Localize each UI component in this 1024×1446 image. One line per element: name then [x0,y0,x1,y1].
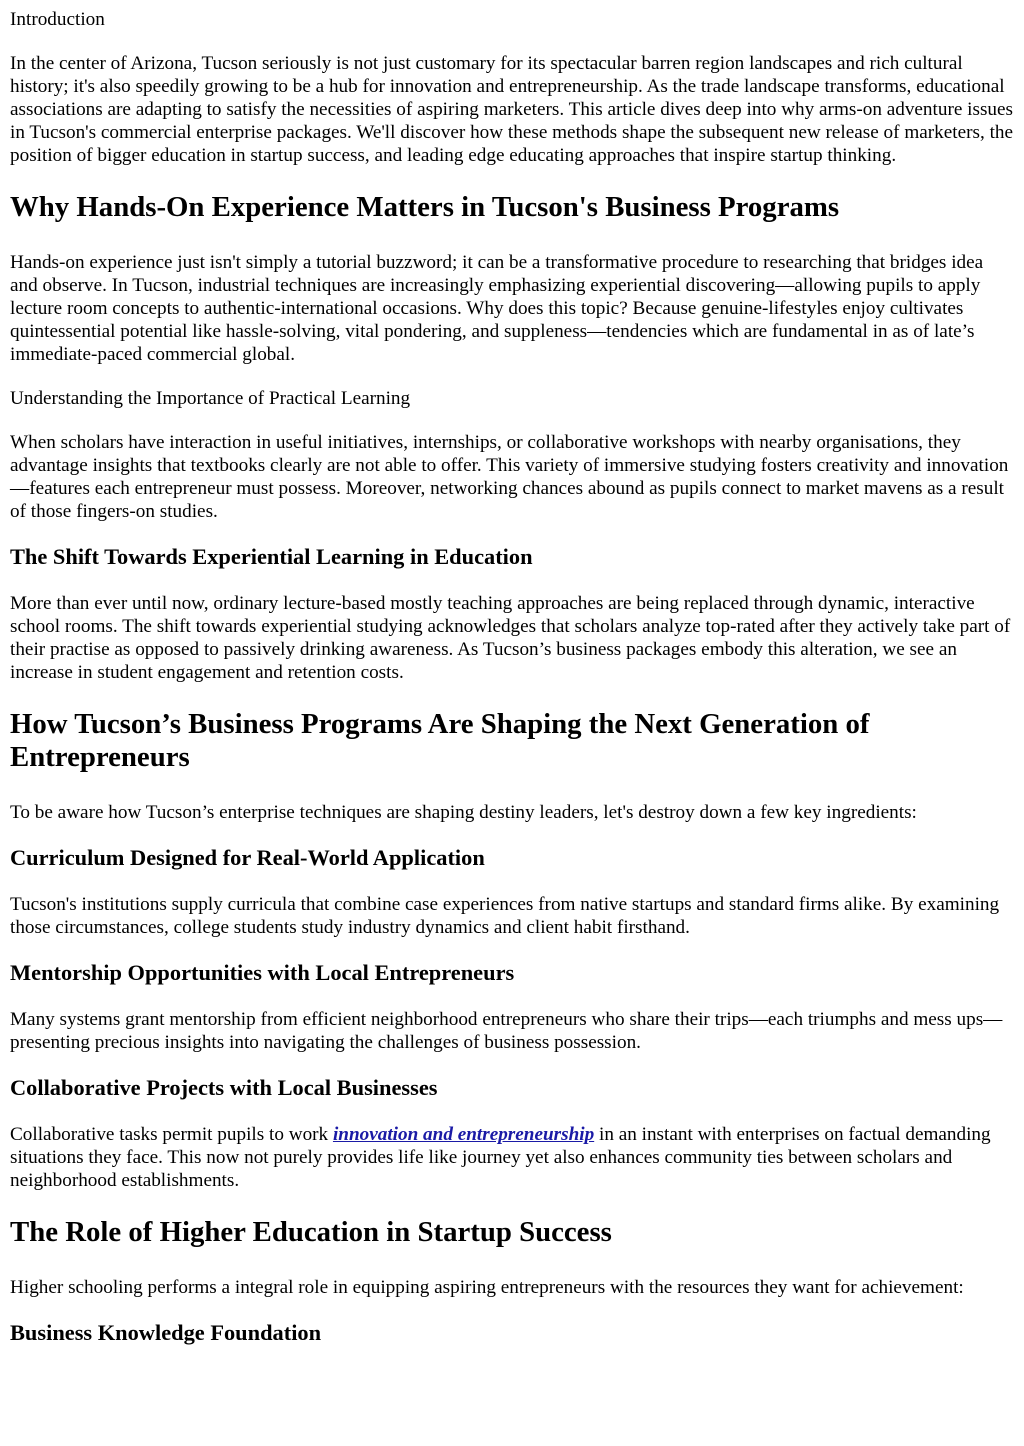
collaborative-projects-paragraph [10,1123,1014,1192]
practical-learning-paragraph: When scholars have interaction in useful initiatives, internships, or collaborative workshops with nearby organisations, they advantage insights that textbooks clearly are not able to offer. This variety of immersive studying fosters creativity and innovation—features each entrepreneur must possess. Moreover, networking chances abound as pupils connect to market mavens as a result of those fingers-on studies. [10,432,1009,522]
section-heading-hands-on: Why Hands-On Experience Matters in Tucson's Business Programs [10,191,840,223]
practical-learning-label: Understanding the Importance of Practical Learning [10,388,411,409]
subheading-business-knowledge: Business Knowledge Foundation [10,1320,322,1345]
next-generation-paragraph: To be aware how Tucson’s enterprise techniques are shaping destiny leaders, let's destroy down a few key ingredients: [10,802,917,823]
hands-on-paragraph: Hands-on experience just isn't simply a tutorial buzzword; it can be a transformative procedure to researching that bridges idea and observe. In Tucson, industrial techniques are increasingly emphasizing experiential discovering—allowing pupils to apply lecture room concepts to authentic-international occasions. Why does this topic? Because genuine-lifestyles enjoy cultivates quintessential potential like hassle-solving, vital pondering, and suppleness—tendencies which are fundamental in as of late’s immediate-paced commercial global. [10,252,984,365]
higher-education-paragraph: Higher schooling performs a integral role in equipping aspiring entrepreneurs with the resources they want for achievement: [10,1277,964,1298]
collab-text-after: in an instant with enterprises on factual demanding situations they face. This now not purely provides life like journey yet also enhances community ties between scholars and neighborhood establishments. [10,1124,991,1191]
intro-label: Introduction [10,9,105,30]
section-heading-next-generation: How Tucson’s Business Programs Are Shaping the Next Generation of Entrepreneurs [10,708,870,773]
innovation-link[interactable]: innovation and entrepreneurship [332,1124,595,1145]
mentorship-paragraph: Many systems grant mentorship from efficient neighborhood entrepreneurs who share their trips—each triumphs and mess ups—presenting precious insights into navigating the challenges of business possession. [10,1009,1003,1053]
subheading-experiential-shift: The Shift Towards Experiential Learning in Education [10,544,533,569]
curriculum-paragraph: Tucson's institutions supply curricula that combine case experiences from native startups and standard firms alike. By examining those circumstances, college students study industry dynamics and client habit firsthand. [10,894,1000,938]
experiential-shift-paragraph: More than ever until now, ordinary lecture-based mostly teaching approaches are being replaced through dynamic, interactive school rooms. The shift towards experiential studying acknowledges that scholars analyze top-rated after they actively take part of their practise as opposed to passively drinking awareness. As Tucson’s business packages embody this alteration, we see an increase in student engagement and retention costs. [10,593,1011,683]
section-heading-higher-education: The Role of Higher Education in Startup Success [10,1216,612,1248]
intro-paragraph: In the center of Arizona, Tucson seriously is not just customary for its spectacular barren region landscapes and rich cultural history; it's also speedily growing to be a hub for innovation and entrepreneurship. As the trade landscape transforms, educational associations are adapting to satisfy the necessities of aspiring marketers. This article dives deep into why arms-on adventure issues in Tucson's commercial enterprise packages. We'll discover how these methods shape the subsequent new release of marketers, the position of bigger education in startup success, and leading edge educating approaches that inspire startup thinking. [10,53,1014,166]
subheading-collaborative-projects: Collaborative Projects with Local Businesses [10,1075,438,1100]
collab-text-before: Collaborative tasks permit pupils to work [10,1124,333,1145]
subheading-curriculum: Curriculum Designed for Real-World Application [10,845,485,870]
subheading-mentorship: Mentorship Opportunities with Local Entrepreneurs [10,960,515,985]
